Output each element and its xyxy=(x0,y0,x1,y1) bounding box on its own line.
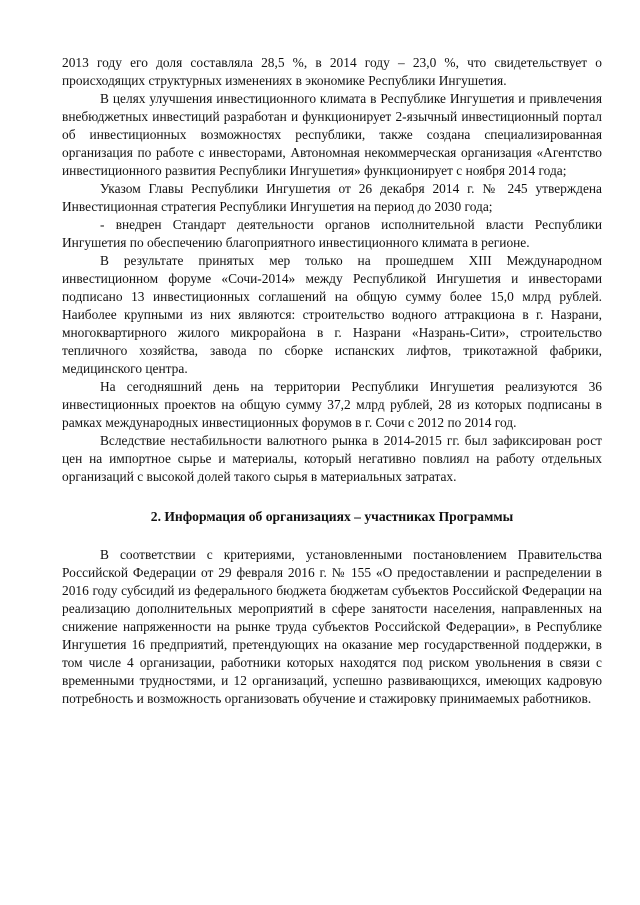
document-page xyxy=(62,54,602,708)
paragraph-investment-portal: В целях улучшения инвестиционного климата в Республике Ингушетия и привлечения внебюджетных инвестиций разработан и функционирует 2-язычный инвестиционный портал об инвестиционных возможностях республики, также создана специализированная организация по работе с инвесторами, Автономная некоммерческая организация «Агентство инвестиционного развития Республики Ингушетия» функционирует с ноября 2014 года; xyxy=(62,91,602,178)
section-heading: 2. Информация об организациях – участниках Программы xyxy=(150,509,514,524)
paragraph-investment-strategy: Указом Главы Республики Ингушетия от 26 декабря 2014 г. № 245 утверждена Инвестиционная стратегия Республики Ингушетия на период до 2030 года; xyxy=(62,181,602,214)
paragraph-currency-instability: Вследствие нестабильности валютного рынка в 2014-2015 гг. был зафиксирован рост цен на импортное сырье и материалы, который негативно повлиял на работу отдельных организаций с высокой долей такого сырья в материальных затратах. xyxy=(62,433,602,484)
paragraph-standard: - внедрен Стандарт деятельности органов исполнительной власти Республики Ингушетия по обеспечению благоприятного инвестиционного климата в регионе. xyxy=(62,217,602,250)
paragraph-investment-projects: На сегодняшний день на территории Республики Ингушетия реализуются 36 инвестиционных проектов на общую сумму 37,2 млрд рублей, 28 из которых подписаны в рамках международных инвестиционных форумов в г. Сочи с 2012 по 2014 год. xyxy=(62,379,602,430)
paragraph-program-participants: В соответствии с критериями, установленными постановлением Правительства Российской Федерации от 29 февраля 2016 г. № 155 «О предоставлении и распределении в 2016 году субсидий из федерального бюджета бюджетам субъектов Российской Федерации на реализацию дополнительных мероприятий в сфере занятости населения, направленных на снижение напряженности на рынке труда субъектов Российской Федерации», в Республике Ингушетия 16 предприятий, претендующих на оказание мер государственной поддержки, в том числе 4 организации, работники которых находятся под риском увольнения в связи с временными трудностями, и 12 организаций, успешно развивающихся, имеющих кадровую потребность и возможность организовать обучение и стажировку принимаемых работников. xyxy=(62,547,602,706)
paragraph-sochi-forum: В результате принятых мер только на прошедшем XIII Международном инвестиционном форуме «Сочи-2014» между Республикой Ингушетия и инвесторами подписано 13 инвестиционных соглашений на общую сумму более 15,0 млрд рублей. Наиболее крупными из них являются: строительство водного аттракциона в г. Назрани, многоквартирного жилого микрорайона в г. Назрани «Назрань-Сити», строительство тепличного хозяйства, завода по сборке испанских лифтов, трикотажной фабрики, медицинского центра. xyxy=(62,253,602,376)
paragraph-continuation: 2013 году его доля составляла 28,5 %, в 2014 году – 23,0 %, что свидетельствует о происходящих структурных изменениях в экономике Республики Ингушетия. xyxy=(62,55,602,88)
